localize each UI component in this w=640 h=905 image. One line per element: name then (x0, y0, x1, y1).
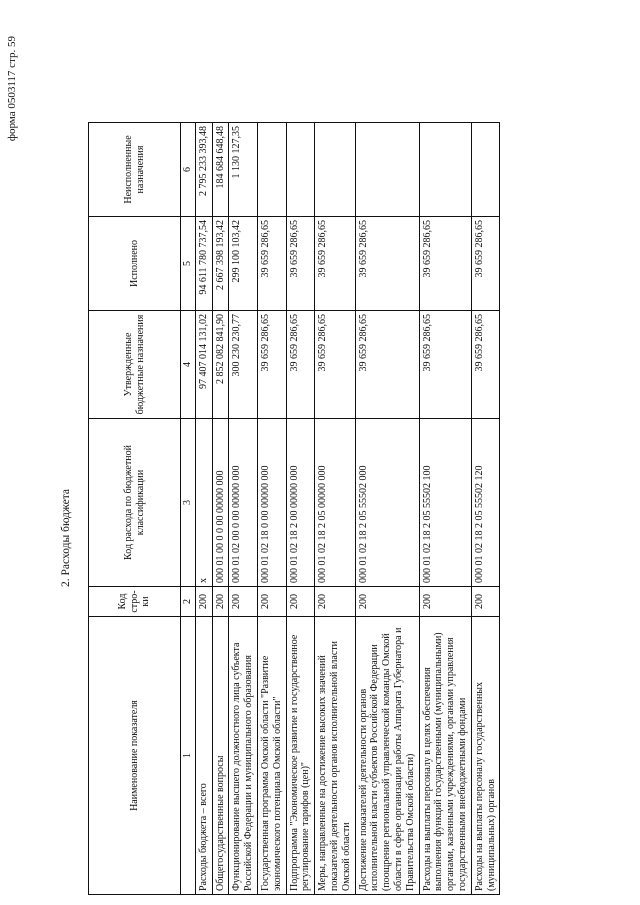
row-approved: 97 407 014 131,02 (195, 311, 212, 419)
row-executed: 299 100 103,42 (229, 217, 258, 311)
row-unexecuted: 2 795 233 393,48 (195, 123, 212, 217)
row-executed: 39 659 286,65 (355, 217, 419, 311)
row-unexecuted: 1 130 127,35 (229, 123, 258, 217)
row-name: Функционирование высшего должностного лица субъекта Российской Федерации и муниципального образования (229, 617, 258, 895)
header-expense-code: Код расхода по бюджетной классификации (89, 419, 181, 587)
row-unexecuted (419, 123, 471, 217)
expenses-table (88, 122, 500, 895)
form-label: форма 0503117 стр. 59 (6, 36, 18, 142)
row-name: Расходы на выплаты персоналу государственных (муниципальных) органов (471, 617, 500, 895)
col-number: 4 (181, 311, 196, 419)
row-name: Достижение показателей деятельности органов исполнительной власти субъектов Российской Федерации (поощрение региональной управленческой команды Омской области в сфере организации работы Аппарата Губернатора и Правительства Омской области) (355, 617, 419, 895)
row-name: Меры, направленные на достижение высоких значений показателей деятельности органов исполнительной власти Омской области (315, 617, 355, 895)
row-executed: 39 659 286,65 (419, 217, 471, 311)
table-row (471, 123, 500, 895)
row-approved: 39 659 286,65 (315, 311, 355, 419)
table-body (195, 123, 500, 895)
row-line-code: 200 (355, 587, 419, 617)
table-row (315, 123, 355, 895)
row-approved: 2 852 082 841,90 (212, 311, 229, 419)
header-row (89, 123, 181, 895)
row-unexecuted (257, 123, 286, 217)
col-number: 5 (181, 217, 196, 311)
row-line-code: 200 (315, 587, 355, 617)
header-approved: Утвержденные бюджетные назначения (89, 311, 181, 419)
table-row (419, 123, 471, 895)
col-number: 6 (181, 123, 196, 217)
row-unexecuted (471, 123, 500, 217)
row-approved: 39 659 286,65 (355, 311, 419, 419)
col-number: 3 (181, 419, 196, 587)
row-name: Подпрограмма "Экономическое развитие и государственное регулирование тарифов (цен)" (286, 617, 315, 895)
header-line-code: Код стро-ки (89, 587, 181, 617)
row-name: Расходы на выплаты персоналу в целях обеспечения выполнения функций государственными (муниципальными) органами, казенными учреждениями, органами управления государственными внебюджетными фондами (419, 617, 471, 895)
row-executed: 2 667 398 193,42 (212, 217, 229, 311)
row-line-code: 200 (229, 587, 258, 617)
row-expense-code: 000 01 02 18 2 05 55502 100 (419, 419, 471, 587)
section-title: 2. Расходы бюджета (60, 488, 72, 587)
row-line-code: 200 (212, 587, 229, 617)
row-unexecuted (315, 123, 355, 217)
row-executed: 39 659 286,65 (286, 217, 315, 311)
row-approved: 300 230 230,77 (229, 311, 258, 419)
row-expense-code: 000 01 02 18 0 00 00000 000 (257, 419, 286, 587)
header-name: Наименование показателя (89, 617, 181, 895)
row-unexecuted: 184 684 648,48 (212, 123, 229, 217)
row-approved: 39 659 286,65 (286, 311, 315, 419)
row-name: Государственная программа Омской области "Развитие экономического потенциала Омской области" (257, 617, 286, 895)
row-unexecuted (355, 123, 419, 217)
table-row (286, 123, 315, 895)
row-line-code: 200 (195, 587, 212, 617)
row-unexecuted (286, 123, 315, 217)
row-expense-code: x (195, 419, 212, 587)
row-expense-code: 000 01 02 18 2 05 00000 000 (315, 419, 355, 587)
table-row (229, 123, 258, 895)
table-row (212, 123, 229, 895)
row-approved: 39 659 286,65 (471, 311, 500, 419)
row-executed: 94 611 780 737,54 (195, 217, 212, 311)
table-row (355, 123, 419, 895)
row-line-code: 200 (257, 587, 286, 617)
row-line-code: 200 (419, 587, 471, 617)
row-expense-code: 000 01 02 18 2 00 00000 000 (286, 419, 315, 587)
row-approved: 39 659 286,65 (257, 311, 286, 419)
row-expense-code: 000 01 02 18 2 05 55502 000 (355, 419, 419, 587)
col-number: 2 (181, 587, 196, 617)
row-expense-code: 000 01 02 18 2 05 55502 120 (471, 419, 500, 587)
row-name: Расходы бюджета – всего (195, 617, 212, 895)
row-line-code: 200 (286, 587, 315, 617)
row-approved: 39 659 286,65 (419, 311, 471, 419)
table-row (195, 123, 212, 895)
row-line-code: 200 (471, 587, 500, 617)
col-number: 1 (181, 617, 196, 895)
row-executed: 39 659 286,65 (257, 217, 286, 311)
row-expense-code: 000 01 02 00 0 00 00000 000 (229, 419, 258, 587)
row-executed: 39 659 286,65 (315, 217, 355, 311)
header-unexecuted: Неисполненные назначения (89, 123, 181, 217)
row-name: Общегосударственные вопросы (212, 617, 229, 895)
column-number-row (181, 123, 196, 895)
header-executed: Исполнено (89, 217, 181, 311)
row-executed: 39 659 286,65 (471, 217, 500, 311)
table-row (257, 123, 286, 895)
row-expense-code: 000 01 00 0 0 00 00000 000 (212, 419, 229, 587)
